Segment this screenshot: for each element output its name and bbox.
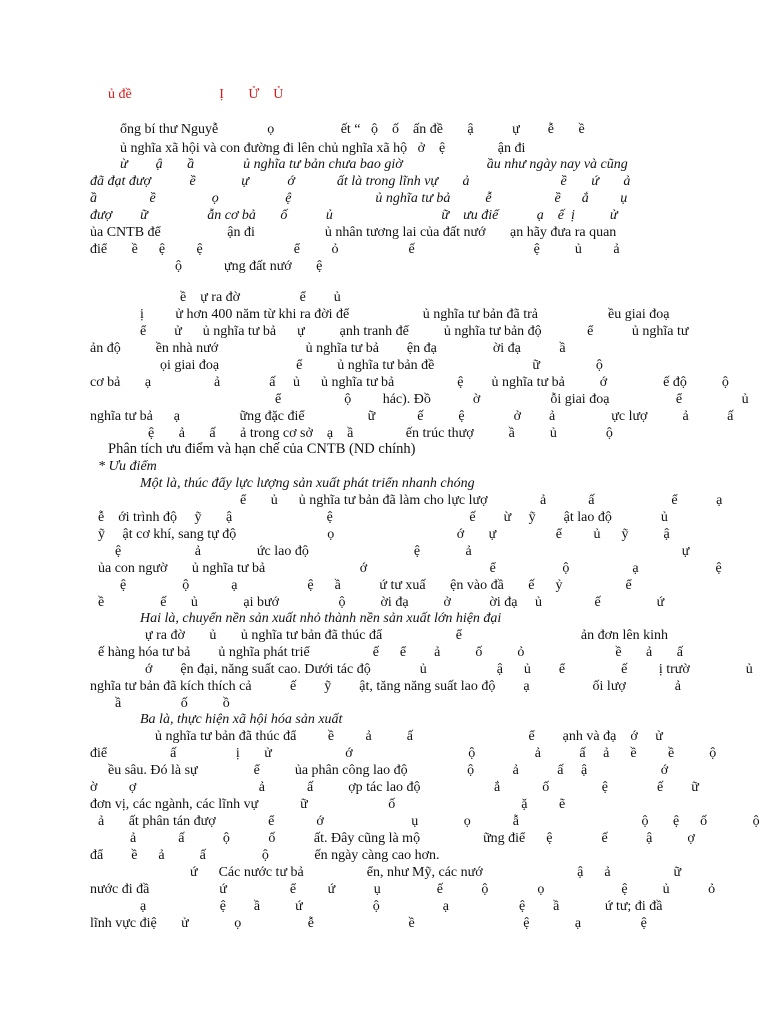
text-line: ộ ựng đất nướ ệ [175, 259, 323, 274]
text-line: ự ra đờ ủ ủ nghĩa tư bản đã thúc đẩ ể ản đơn lên kinh [145, 628, 669, 643]
text-line: ọi giai đoạ ể ủ nghĩa tư bản đề ữ ộ [160, 358, 603, 373]
text-line: ủa con ngườ ủ nghĩa tư bả ớ ể ộ ạ ệ [98, 561, 722, 576]
text-line: đẩ ề ả ấ ộ ến ngày càng cao hơn. [90, 848, 440, 863]
text-line: ủ nghĩa tư bản đã thúc đẩ ề ả ấ ể ạnh và đạ ớ ử [155, 729, 663, 744]
text-line: ản độ ền nhà nướ ủ nghĩa tư bả ện đạ ời đạ ầ [90, 341, 566, 356]
text-line: nghĩa tư bả ạ ững đặc điể ữ ế ệ ở ả ực lượ ả ấ [90, 409, 734, 424]
text-line: nước đi đầ ứ ể ứ ụ ế ộ ọ ệ ủ ỏ [90, 882, 716, 897]
text-line: ạ ệ ầ ứ ộ ạ ệ ầ ứ tư; đi đầ [140, 899, 663, 914]
text-line: nghĩa tư bản đã kích thích cả ế ỹ ật, tăng năng suất lao độ ạ ối lượ ả [90, 679, 682, 694]
text-line: ể ử ủ nghĩa tư bả ự ạnh tranh để ủ nghĩa tư bản độ ể ủ nghĩa tư [140, 324, 689, 339]
text-line: ề ế ủ ại bướ ộ ời đạ ở ời đạ ủ ế ứ [98, 595, 665, 610]
text-line: ể ủ ủ nghĩa tư bản đã làm cho lực lượ ả ấ ể ạ [240, 493, 723, 508]
text-line: ổng bí thư Nguyễ ọ ết “ ộ ố ấn đề ậ ự ễ ề [120, 122, 585, 137]
point-heading: Hai là, chuyển nền sản xuất nhỏ thành nền sản xuất lớn hiện đại [140, 611, 502, 626]
text-line: ế hàng hóa tư bả ủ nghĩa phát triể ế ể ả ố ỏ ề ả ấ [98, 645, 683, 660]
text-line: đã đạt đượ ề ự ớ ất là trong lĩnh vự ả ề ứ ả [90, 174, 631, 189]
point-heading: Ba là, thực hiện xã hội hóa sản xuất [140, 712, 343, 727]
text-line: ị ử hơn 400 năm từ khi ra đời để ủ nghĩa tư bản đã trả ều giai đoạ [140, 307, 670, 322]
text-line: ể ộ hác). Đồ ờ ỗi giai đoạ ể ủ [275, 392, 749, 407]
text-line: điể ề ệ ệ ể ỏ ế ệ ủ ả [90, 242, 620, 257]
text-line: ớ ện đại, năng suất cao. Dưới tác độ ủ ậ ủ ể ế ị trườ ủ [145, 662, 753, 677]
text-line: ệ ả ấ ả trong cơ sở ạ ầ ến trúc thượ ầ ủ ộ [148, 426, 613, 441]
text-line: ệ ả ức lao độ ệ ả ự [115, 544, 690, 559]
text-line: ả ấ ộ ố ất. Đây cũng là mộ ững điể ệ ế ậ ợ [130, 831, 695, 846]
text-line: ủa CNTB để ận đi ủ nhân tương lai của đất nướ ạn hãy đưa ra quan [90, 225, 617, 240]
text-line: cơ bả ạ ả ấ ủ ủ nghĩa tư bả ệ ủ nghĩa tư bả ớ ế độ ộ [90, 375, 729, 390]
text-line: ầ ố ồ [115, 696, 230, 711]
section-heading: Phân tích ưu điểm và hạn chế của CNTB (ND chính) [108, 441, 416, 457]
text-line: ỹ ật cơ khí, sang tự độ ọ ớ ự ể ủ ỹ ậ [98, 527, 670, 542]
text-line: đơn vị, các ngành, các lĩnh vự ữ ố ặ ẽ [90, 797, 566, 812]
text-line: đượ ữ ẫn cơ bả ố ủ ữ ưu điể ạ ế ị ử [90, 208, 618, 223]
point-heading: Một là, thúc đẩy lực lượng sản xuất phát triển nhanh chóng [140, 476, 475, 491]
text-line: lĩnh vực điệ ử ọ ễ ề ệ ạ ệ [90, 916, 647, 931]
text-line: ều sâu. Đó là sự ể ủa phân công lao độ ộ ả ấ ậ ớ [108, 763, 669, 778]
text-line: ễ ới trình độ ỹ ậ ệ ế ừ ỹ ật lao độ ủ [98, 510, 668, 525]
text-line: ờ ợ ả ấ ợp tác lao độ ắ ố ệ ế ữ [90, 780, 699, 795]
text-line: điể ấ ị ử ớ ộ ả ấ ả ề ề ộ [90, 746, 717, 761]
text-line: ả ất phân tán đượ ể ớ ụ ọ ẫ ộ ệ ố ộ [98, 814, 760, 829]
document-title: ủ đề Ị Ử Ủ [108, 87, 284, 102]
subsection-heading: * Ưu điểm [98, 459, 157, 474]
text-line: ầ ề ọ ệ ủ nghĩa tư bả ễ ề ắ ụ [90, 191, 628, 206]
text-line: ủ nghĩa xã hội và con đường đi lên chủ nghĩa xã hộ ở ệ ận đi [120, 141, 526, 156]
text-line: ừ ậ ầ ủ nghĩa tư bản chưa bao giờ ầu như ngày nay và cũng [120, 157, 628, 172]
text-line: ề ự ra đờ ể ủ [180, 290, 341, 305]
text-line: ứ Các nước tư bả ển, như Mỹ, các nướ ậ ả ữ [190, 865, 682, 880]
text-line: ệ ộ ạ ệ ầ ứ tư xuấ ện vào đầ ế ỷ ể [120, 578, 632, 593]
